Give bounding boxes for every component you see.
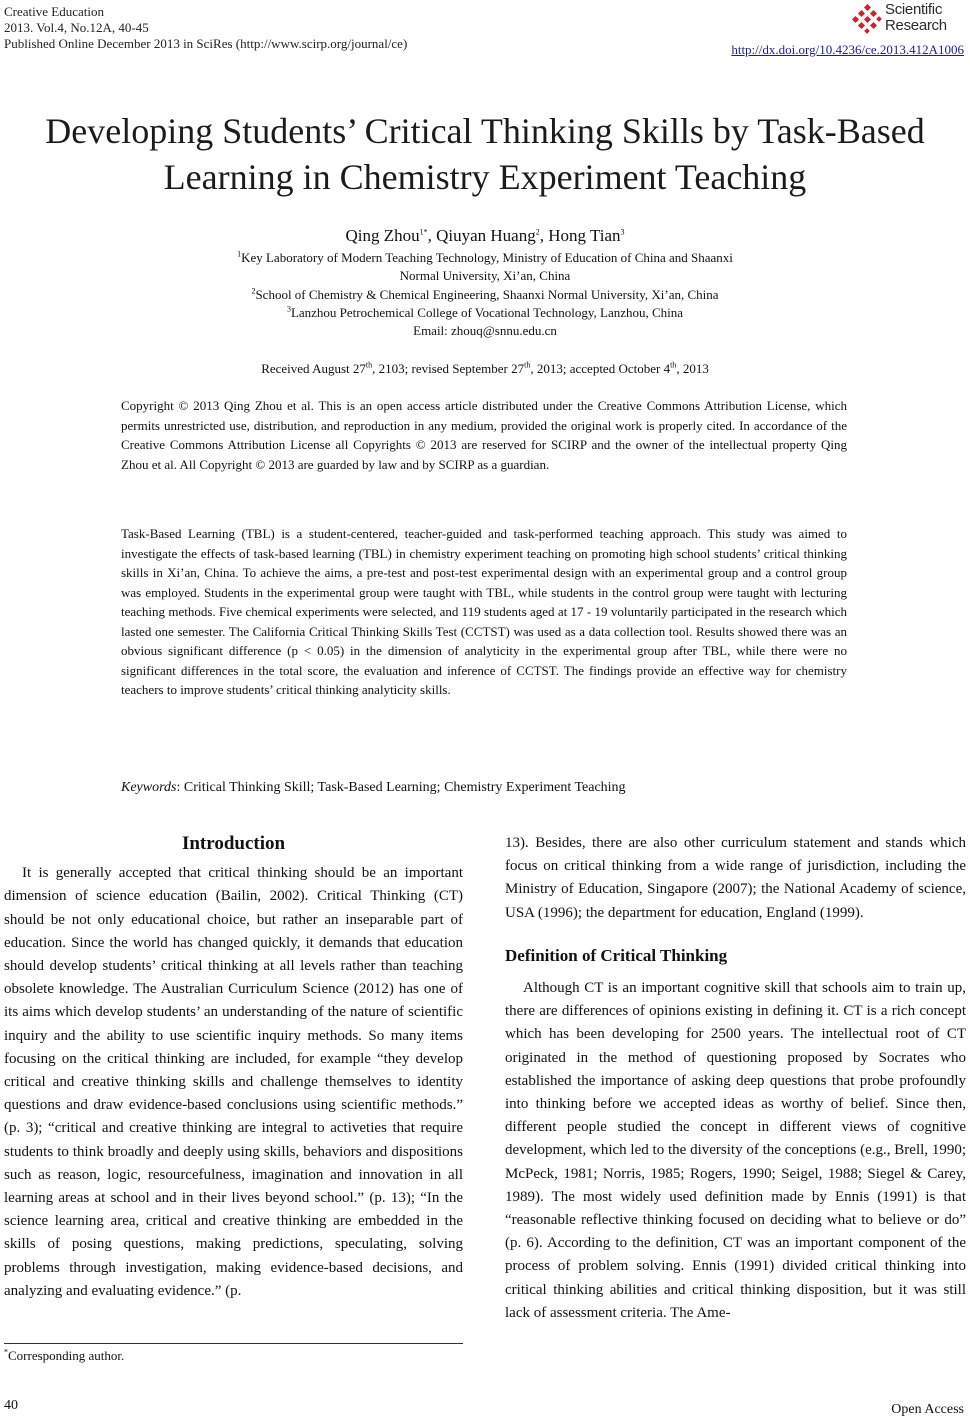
received-dates — [0, 360, 970, 378]
footnote-rule — [4, 1343, 463, 1344]
journal-name: Creative Education — [4, 4, 104, 19]
author-list — [0, 226, 970, 246]
affiliation-3-text: Lanzhou Petrochemical College of Vocational Technology, Lanzhou, China — [290, 305, 684, 320]
publisher-logo — [852, 2, 962, 36]
doi-link[interactable]: http://dx.doi.org/10.4236/ce.2013.412A1006 — [731, 42, 964, 57]
author-2-sup: 2 — [535, 227, 540, 237]
right-column — [505, 832, 966, 1325]
open-access-label: Open Access — [891, 1402, 964, 1417]
introduction-paragraph: It is generally accepted that critical thinking should be an important dimension of science education (Bailin, 2002). Critical Thinking (CT) should be not only educational choice, but rather an inseparable part of education. Since the world has changed quickly, it demands that education should develop students’ critical thinking at all levels rather than teaching obsolete knowledge. The Australian Curriculum Science (2012) has one of its aims which develop students’ an understanding of the nature of scientific inquiry and the ability to use scientific inquiry methods. So many items focusing on the critical thinking are included, for example “they develop critical and creative thinking skills and challenge themselves to identity questions and draw evidence-based conclusions using scientific methods.” (p. 3); “critical and creative thinking are integral to activeties that require students to think broadly and deeply using skills, behaviors and dispositions such as reason, logic, resourcefulness, imagination and innovation in all learning areas at school and in their lives beyond school.” (p. 13); “In the science learning area, critical and creative thinking are embedded in the skills of posing questions, making predictions, speculating, solving problems through investigation, making evidence-based decisions, and analyzing and evaluating evidence.” (p. — [4, 865, 463, 1299]
affiliation-3-sup: 3 — [286, 304, 291, 314]
footnote-text: Corresponding author. — [8, 1348, 125, 1363]
author-2: , Qiuyan Huang — [427, 226, 536, 245]
copyright-notice: Copyright © 2013 Qing Zhou et al. This is an open access article distributed under the Creative Commons Attribution License, which permits unrestricted use, distribution, and reproduction in any medium, provided the original work is properly cited. In accordance of the Creative Commons Attribution License all Copyrights © 2013 are reserved for SCIRP and the owner of the intellectual property Qing Zhou et al. All Copyright © 2013 are guarded by law and by SCIRP as a guardian. — [121, 398, 847, 472]
title-line-2: Learning in Chemistry Experiment Teaching — [163, 157, 807, 197]
logo-text-line1: Scientific — [885, 1, 943, 18]
author-3-sup: 3 — [620, 227, 625, 237]
received-part-3: , 2013; accepted October 4 — [530, 361, 671, 376]
author-1: Qing Zhou — [345, 226, 420, 245]
affiliation-2 — [0, 286, 970, 304]
footnote-sup: * — [4, 1347, 8, 1357]
logo-text-line2: Research — [885, 17, 947, 34]
left-column — [4, 832, 463, 1303]
abstract: Task-Based Learning (TBL) is a student-centered, teacher-guided and task-performed teaching approach. This study was aimed to investigate the effects of task-based learning (TBL) in chemistry experiment teaching on promoting high school students’ critical thinking skills in Xi’an, China. To achieve the aims, a pre-test and post-test experimental design with an experimental group and a control group was employed. Students in the experimental group were taught with TBL, while students in the control group were taught with lecturing teaching methods. Five chemical experiments were selected, and 119 students aged at 17 - 19 voluntarily participated in the research which lasted one semester. The California Critical Thinking Skills Test (CCTST) was used as a data collection tool. Results showed there was an obvious significant difference (p < 0.05) in the dimension of analyticity in the experimental group after TBL, while there were no significant differences in the total score, the evaluation and inference of CCTST. The findings provide an effective way for chemistry teachers to improve students’ critical thinking analyticity skills. — [121, 526, 847, 697]
journal-volume: 2013. Vol.4, No.12A, 40-45 — [4, 20, 149, 35]
received-sup-3: th — [670, 360, 677, 370]
publication-info: Published Online December 2013 in SciRes (http://www.scirp.org/journal/ce) — [4, 36, 408, 51]
page-number: 40 — [4, 1398, 18, 1413]
introduction-continuation: 13). Besides, there are also other curriculum statement and stands which focus on critical thinking from a wide range of jurisdiction, including the Ministry of Education, Singapore (2007); the National Academy of science, USA (1996); the department for education, England (1999). — [505, 835, 966, 921]
footnote — [4, 1348, 124, 1364]
paper-title — [0, 108, 970, 200]
definition-heading: Definition of Critical Thinking — [505, 945, 728, 965]
author-3: , Hong Tian — [539, 226, 621, 245]
received-sup-1: th — [365, 360, 373, 370]
affiliation-3 — [0, 304, 970, 322]
definition-paragraph: Although CT is an important cognitive skill that schools aim to train up, there are differences of opinions existing in defining it. CT is a rich concept which has been developing for 2500 years. The intellectual root of CT originated in the method of questioning proposed by Socrates who established the importance of asking deep questions that probe profoundly into thinking before we accepted ideas as worthy of belief. Since then, different people studied the concept in different views of cognitive development, which led to the diversity of the conceptions (e.g., Brell, 1990; McPeck, 1981; Norris, 1985; Rogers, 1990; Seigel, 1988; Siegel & Carey, 1989). The most widely used definition made by Ennis (1991) is that “reasonable reflective thinking focused on deciding what to believe or do” (p. 6). According to the definition, CT was an important component of the process of problem solving. Ennis (1991) divided critical thinking into critical thinking abilities and critical thinking disposition, but it was still lack of assessment criteria. The Ame- — [505, 980, 966, 1321]
keywords-text: : Critical Thinking Skill; Task-Based Learning; Chemistry Experiment Teaching — [176, 780, 626, 795]
introduction-heading: Introduction — [181, 833, 286, 854]
affiliation-1-cont: Normal University, Xi’an, China — [399, 268, 571, 283]
keywords-label: Keywords — [121, 780, 177, 795]
affiliation-1-sup: 1 — [237, 249, 242, 259]
title-line-1: Developing Students’ Critical Thinking Skills by Task-Based — [45, 111, 925, 151]
affiliation-2-sup: 2 — [251, 286, 256, 296]
received-sup-2: th — [524, 360, 531, 370]
author-email: Email: zhouq@snnu.edu.cn — [413, 323, 557, 338]
received-part-2: , 2103; revised September 27 — [372, 361, 525, 376]
running-header — [4, 4, 407, 52]
author-1-sup: 1* — [419, 227, 428, 237]
received-part-1: Received August 27 — [261, 361, 366, 376]
affiliation-1-text: Key Laboratory of Modern Teaching Technology, Ministry of Education of China and Shaanxi — [241, 250, 733, 265]
logo-diamond-icon — [852, 4, 882, 34]
received-part-4: , 2013 — [676, 361, 709, 376]
affiliation-2-text: School of Chemistry & Chemical Engineering, Shaanxi Normal University, Xi’an, China — [255, 287, 719, 302]
keywords — [121, 778, 847, 798]
affiliation-1 — [0, 249, 970, 267]
